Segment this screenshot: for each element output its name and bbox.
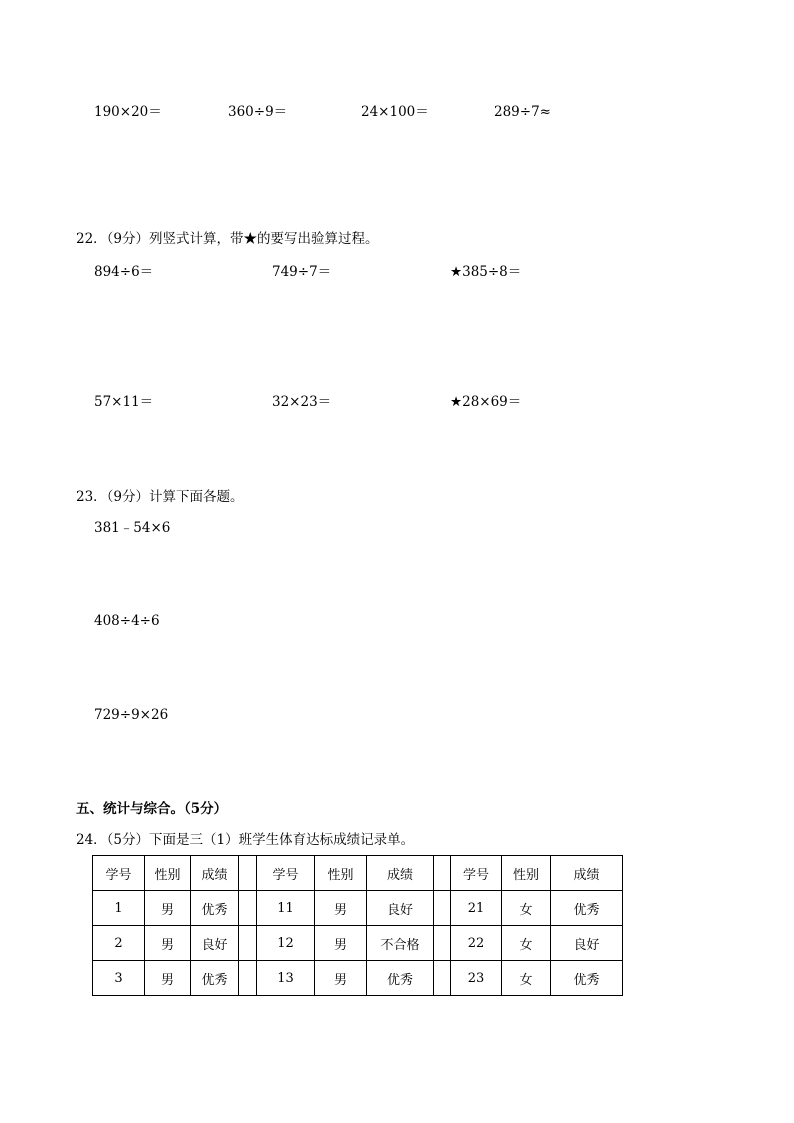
- header-gender: 性别: [315, 856, 367, 891]
- q24-title: 24．（5分）下面是三（1）班学生体育达标成绩记录单。: [76, 832, 415, 848]
- q22-problem-b2: 32×23＝: [272, 394, 332, 410]
- problem-289div7: 289÷7≈: [494, 104, 551, 120]
- cell-grade: 优秀: [367, 961, 434, 996]
- cell-gender: 男: [145, 961, 191, 996]
- cell-gender: 男: [145, 891, 191, 926]
- cell-student-id: 2: [93, 926, 145, 961]
- spacer-cell: [434, 856, 451, 891]
- spacer-cell: [239, 891, 257, 926]
- header-grade: 成绩: [551, 856, 623, 891]
- q22-problem-a3: ★385÷8＝: [450, 264, 522, 280]
- q22-problem-a2: 749÷7＝: [272, 264, 332, 280]
- problem-190x20: 190×20＝: [94, 104, 162, 120]
- table-header-row: [93, 856, 623, 891]
- cell-student-id: 21: [451, 891, 502, 926]
- spacer-cell: [434, 961, 451, 996]
- header-grade: 成绩: [367, 856, 434, 891]
- cell-grade: 优秀: [551, 961, 623, 996]
- cell-grade: 不合格: [367, 926, 434, 961]
- spacer-cell: [434, 926, 451, 961]
- section5-heading: 五、统计与综合。（5分）: [76, 801, 228, 817]
- q23-item-2: 408÷4÷6: [94, 613, 160, 629]
- table-row: [93, 961, 623, 996]
- cell-grade: 优秀: [191, 961, 239, 996]
- header-student-id: 学号: [451, 856, 502, 891]
- q23-item-3: 729÷9×26: [94, 707, 169, 723]
- cell-grade: 优秀: [551, 891, 623, 926]
- cell-student-id: 1: [93, 891, 145, 926]
- header-student-id: 学号: [93, 856, 145, 891]
- cell-grade: 优秀: [191, 891, 239, 926]
- spacer-cell: [239, 961, 257, 996]
- header-student-id: 学号: [257, 856, 315, 891]
- q23-title: 23．（9分）计算下面各题。: [76, 489, 244, 505]
- problem-360div9: 360÷9＝: [228, 104, 288, 120]
- spacer-cell: [239, 926, 257, 961]
- q22-title: 22．（9分）列竖式计算，带★的要写出验算过程。: [76, 231, 379, 247]
- cell-gender: 女: [502, 961, 551, 996]
- table-row: [93, 926, 623, 961]
- score-record-table: [92, 855, 623, 996]
- q22-problem-b1: 57×11＝: [94, 394, 154, 410]
- header-gender: 性别: [502, 856, 551, 891]
- cell-gender: 男: [315, 926, 367, 961]
- q22-problem-a1: 894÷6＝: [94, 264, 154, 280]
- cell-gender: 女: [502, 891, 551, 926]
- cell-student-id: 3: [93, 961, 145, 996]
- cell-grade: 良好: [367, 891, 434, 926]
- cell-grade: 良好: [191, 926, 239, 961]
- cell-gender: 女: [502, 926, 551, 961]
- problem-24x100: 24×100＝: [361, 104, 429, 120]
- cell-gender: 男: [315, 891, 367, 926]
- cell-student-id: 11: [257, 891, 315, 926]
- table-row: [93, 891, 623, 926]
- cell-gender: 男: [315, 961, 367, 996]
- cell-student-id: 23: [451, 961, 502, 996]
- cell-grade: 良好: [551, 926, 623, 961]
- header-grade: 成绩: [191, 856, 239, 891]
- cell-student-id: 12: [257, 926, 315, 961]
- spacer-cell: [239, 856, 257, 891]
- cell-student-id: 22: [451, 926, 502, 961]
- q23-item-1: 381﹣54×6: [94, 520, 171, 536]
- cell-gender: 男: [145, 926, 191, 961]
- q22-problem-b3: ★28×69＝: [450, 394, 522, 410]
- spacer-cell: [434, 891, 451, 926]
- cell-student-id: 13: [257, 961, 315, 996]
- header-gender: 性别: [145, 856, 191, 891]
